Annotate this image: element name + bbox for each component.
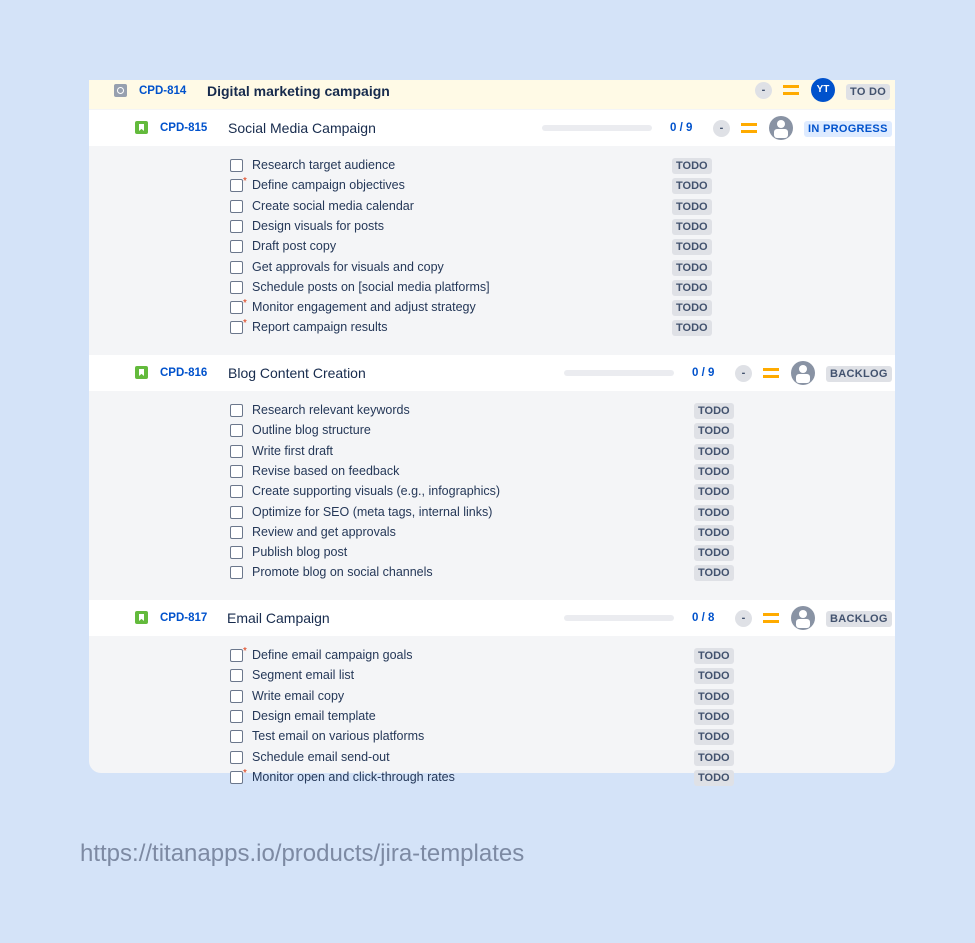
subtask-status-badge[interactable]: TODO	[694, 709, 734, 725]
estimate-dash[interactable]: -	[713, 120, 730, 137]
epic-icon	[114, 84, 127, 97]
epic-row[interactable]	[89, 80, 895, 109]
subtask-checkbox[interactable]	[230, 730, 243, 743]
subtask-checkbox[interactable]	[230, 179, 243, 192]
subtask-title[interactable]: Publish blog post	[252, 545, 348, 560]
subtask-item	[89, 217, 895, 237]
subtask-status-badge[interactable]: TODO	[694, 689, 734, 705]
subtask-item	[89, 707, 895, 727]
subtask-checkbox[interactable]	[230, 465, 243, 478]
subtask-title[interactable]: Schedule posts on [social media platforms]	[252, 279, 490, 294]
subtask-item	[89, 503, 895, 523]
subtask-item	[89, 401, 895, 421]
subtask-status-badge[interactable]: TODO	[694, 423, 734, 439]
subtask-checkbox[interactable]	[230, 220, 243, 233]
story-title[interactable]: Email Campaign	[227, 610, 330, 626]
subtask-checkbox[interactable]	[230, 404, 243, 417]
story-icon	[135, 366, 148, 379]
status-badge[interactable]: BACKLOG	[826, 611, 892, 627]
subtask-title[interactable]: Draft post copy	[252, 239, 337, 254]
subtask-status-badge[interactable]: TODO	[694, 729, 734, 745]
required-mark: *	[243, 298, 247, 310]
status-badge[interactable]: TO DO	[846, 84, 890, 100]
story-row[interactable]	[89, 110, 895, 146]
subtask-checkbox[interactable]	[230, 710, 243, 723]
story-key[interactable]: CPD-816	[160, 367, 208, 379]
required-mark: *	[243, 318, 247, 330]
subtask-status-badge[interactable]: TODO	[672, 300, 712, 316]
subtask-checkbox[interactable]	[230, 321, 243, 334]
subtask-checkbox[interactable]	[230, 301, 243, 314]
subtask-status-badge[interactable]: TODO	[694, 545, 734, 561]
subtask-checkbox[interactable]	[230, 690, 243, 703]
subtask-title[interactable]: Define campaign objectives	[252, 178, 405, 193]
subtask-title[interactable]: Schedule email send-out	[252, 749, 390, 764]
epic-title[interactable]: Digital marketing campaign	[207, 83, 390, 99]
subtask-status-badge[interactable]: TODO	[672, 178, 712, 194]
subtask-title[interactable]: Review and get approvals	[252, 524, 396, 539]
subtask-item	[89, 421, 895, 441]
estimate-dash[interactable]: -	[755, 82, 772, 99]
subtask-title[interactable]: Design email template	[252, 708, 376, 723]
subtask-title[interactable]: Design visuals for posts	[252, 218, 385, 233]
subtask-title[interactable]: Create social media calendar	[252, 198, 414, 213]
issue-hierarchy-card	[89, 80, 895, 784]
story-key[interactable]: CPD-815	[160, 122, 208, 134]
subtask-item	[89, 523, 895, 543]
unassigned-avatar-icon[interactable]	[791, 361, 815, 385]
subtask-status-badge[interactable]: TODO	[672, 260, 712, 276]
story-key[interactable]: CPD-817	[160, 612, 208, 624]
subtask-status-badge[interactable]: TODO	[672, 280, 712, 296]
subtask-status-badge[interactable]: TODO	[694, 505, 734, 521]
avatar[interactable]: YT	[811, 78, 835, 102]
story-title[interactable]: Blog Content Creation	[228, 365, 366, 381]
subtask-title[interactable]: Get approvals for visuals and copy	[252, 259, 444, 274]
subtask-item	[89, 646, 895, 666]
subtask-item	[89, 176, 895, 196]
story-row[interactable]	[89, 355, 895, 391]
progress-bar	[564, 615, 674, 621]
subtask-item	[89, 197, 895, 217]
subtask-status-badge[interactable]: TODO	[672, 158, 712, 174]
subtask-checkbox[interactable]	[230, 669, 243, 682]
subtask-checkbox[interactable]	[230, 424, 243, 437]
subtask-status-badge[interactable]: TODO	[694, 484, 734, 500]
subtask-checkbox[interactable]	[230, 485, 243, 498]
subtask-status-badge[interactable]: TODO	[694, 444, 734, 460]
subtask-status-badge[interactable]: TODO	[694, 770, 734, 786]
subtask-item	[89, 727, 895, 747]
subtask-checkbox[interactable]	[230, 200, 243, 213]
subtask-title[interactable]: Create supporting visuals (e.g., infographics)	[252, 484, 501, 499]
subtask-title[interactable]: Segment email list	[252, 668, 355, 683]
subtask-item	[89, 298, 895, 318]
progress-count: 0 / 9	[670, 122, 693, 134]
progress-bar	[564, 370, 674, 376]
subtask-checkbox[interactable]	[230, 445, 243, 458]
required-mark: *	[243, 646, 247, 657]
subtask-checkbox[interactable]	[230, 546, 243, 559]
footer-url: https://titanapps.io/products/jira-templates	[80, 840, 525, 867]
subtask-item	[89, 748, 895, 768]
subtask-title[interactable]: Revise based on feedback	[252, 463, 400, 478]
progress-count: 0 / 8	[692, 612, 715, 624]
subtask-item	[89, 442, 895, 462]
subtask-title[interactable]: Write first draft	[252, 443, 334, 458]
required-mark: *	[243, 767, 247, 779]
subtask-item	[89, 258, 895, 278]
subtask-item	[89, 482, 895, 502]
subtask-status-badge[interactable]: TODO	[672, 320, 712, 336]
subtask-item	[89, 278, 895, 298]
subtask-title[interactable]: Outline blog structure	[252, 423, 371, 438]
priority-medium-icon[interactable]	[763, 613, 779, 623]
status-badge[interactable]: BACKLOG	[826, 366, 892, 382]
subtask-checkbox[interactable]	[230, 261, 243, 274]
story-icon	[135, 121, 148, 134]
subtask-checkbox[interactable]	[230, 751, 243, 764]
subtask-status-badge[interactable]: TODO	[694, 565, 734, 581]
epic-key[interactable]: CPD-814	[139, 85, 187, 97]
subtask-status-badge[interactable]: TODO	[694, 648, 734, 664]
subtask-item	[89, 563, 895, 583]
subtask-status-badge[interactable]: TODO	[672, 199, 712, 215]
subtask-title[interactable]: Report campaign results	[252, 320, 388, 335]
subtask-title[interactable]: Monitor open and click-through rates	[252, 769, 455, 784]
priority-medium-icon[interactable]	[741, 123, 757, 133]
subtask-checkbox[interactable]	[230, 281, 243, 294]
subtask-status-badge[interactable]: TODO	[672, 239, 712, 255]
subtask-status-badge[interactable]: TODO	[694, 525, 734, 541]
subtask-item	[89, 318, 895, 338]
priority-medium-icon[interactable]	[763, 368, 779, 378]
subtask-title[interactable]: Promote blog on social channels	[252, 565, 433, 580]
estimate-dash[interactable]: -	[735, 610, 752, 627]
subtask-item	[89, 666, 895, 686]
subtask-checkbox[interactable]	[230, 159, 243, 172]
subtask-title[interactable]: Research target audience	[252, 158, 396, 172]
subtask-checkbox[interactable]	[230, 649, 243, 662]
story-title[interactable]: Social Media Campaign	[228, 120, 376, 136]
subtask-title[interactable]: Define email campaign goals	[252, 648, 413, 662]
subtask-title[interactable]: Optimize for SEO (meta tags, internal links)	[252, 504, 493, 519]
subtask-title[interactable]: Monitor engagement and adjust strategy	[252, 300, 476, 315]
subtask-title[interactable]: Test email on various platforms	[252, 729, 425, 744]
unassigned-avatar-icon[interactable]	[791, 606, 815, 630]
estimate-dash[interactable]: -	[735, 365, 752, 382]
subtask-checkbox[interactable]	[230, 240, 243, 253]
subtask-checkbox[interactable]	[230, 506, 243, 519]
subtask-title[interactable]: Write email copy	[252, 688, 345, 703]
priority-medium-icon[interactable]	[783, 85, 799, 95]
progress-count: 0 / 9	[692, 367, 715, 379]
subtask-status-badge[interactable]: TODO	[672, 219, 712, 235]
subtask-status-badge[interactable]: TODO	[694, 464, 734, 480]
subtask-status-badge[interactable]: TODO	[694, 750, 734, 766]
subtask-checkbox[interactable]	[230, 526, 243, 539]
subtask-item	[89, 543, 895, 563]
story-icon	[135, 611, 148, 624]
story-row[interactable]	[89, 600, 895, 636]
progress-bar	[542, 125, 652, 131]
subtask-item	[89, 462, 895, 482]
subtask-item	[89, 237, 895, 257]
subtask-item	[89, 768, 895, 788]
unassigned-avatar-icon[interactable]	[769, 116, 793, 140]
subtask-status-badge[interactable]: TODO	[694, 403, 734, 419]
subtask-checkbox[interactable]	[230, 771, 243, 784]
status-badge[interactable]: IN PROGRESS	[804, 121, 892, 137]
subtask-checkbox[interactable]	[230, 566, 243, 579]
subtask-item	[89, 156, 895, 176]
subtask-item	[89, 687, 895, 707]
required-mark: *	[243, 176, 247, 188]
subtask-title[interactable]: Research relevant keywords	[252, 403, 410, 417]
subtask-status-badge[interactable]: TODO	[694, 668, 734, 684]
